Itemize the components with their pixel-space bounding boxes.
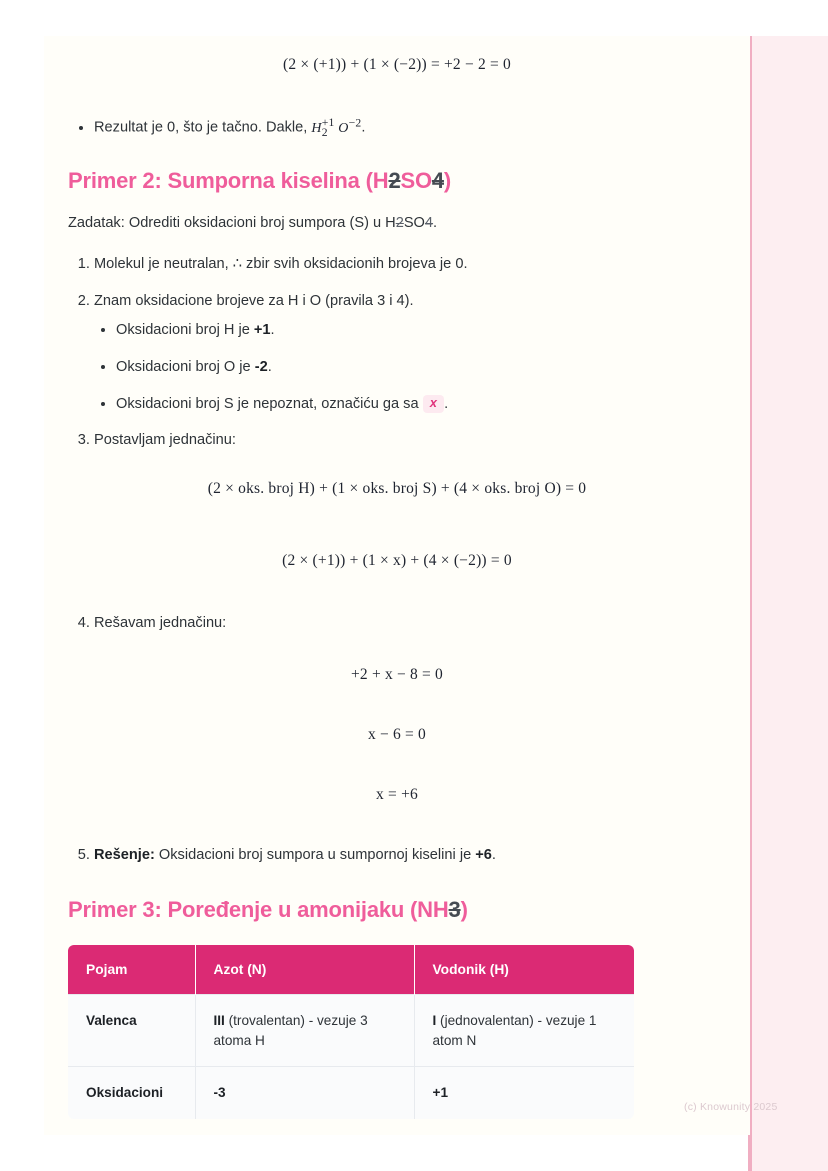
cell-valenca-azot xyxy=(195,994,414,1066)
sub-h-prefix: Oksidacioni broj H je xyxy=(116,322,254,339)
formula-h2o-oxidation xyxy=(311,116,362,139)
heading-sub-2: 2 xyxy=(388,168,401,194)
cell-valenca-vodonik-text: (jednovalentan) - vezuje 1 atom N xyxy=(432,1012,597,1048)
table-wrapper xyxy=(68,945,726,1119)
sub-s-prefix: Oksidacioni broj S je nepoznat, označiću ga sa xyxy=(116,395,423,412)
steps-list-primer-2-cont xyxy=(68,612,726,635)
row-key-valenca: Valenca xyxy=(68,994,195,1066)
sub-h-suffix: . xyxy=(270,322,275,339)
step-item-3 xyxy=(94,429,726,452)
task-prefix: Zadatak: Odrediti oksidacioni broj sumpora (S) u H xyxy=(68,215,396,232)
steps-list-primer-2-result xyxy=(68,844,726,867)
result-text: Oksidacioni broj sumpora u sumpornoj kiselini je xyxy=(154,847,476,864)
step-1-text: Molekul je neutralan, ∴ zbir svih oksidacionih brojeva je 0. xyxy=(94,256,468,273)
table-header-row xyxy=(68,945,634,995)
sub-o-prefix: Oksidacioni broj O je xyxy=(116,358,255,375)
heading-primer-2 xyxy=(68,168,726,194)
cell-oksidacioni-vodonik xyxy=(414,1067,634,1119)
equation-setup-symbolic: (2 × oks. broj H) + (1 × oks. broj S) + (4 × oks. broj O) = 0 xyxy=(207,479,587,497)
comparison-table xyxy=(68,945,634,1119)
heading-primer-3-suffix: ) xyxy=(460,896,468,922)
sub-item-o xyxy=(116,356,726,379)
formula-base-o: O xyxy=(338,120,349,136)
cell-valenca-vodonik xyxy=(414,994,634,1066)
row-key-oksidacioni: Oksidacioni xyxy=(68,1067,195,1119)
step-2-sublist xyxy=(94,319,726,415)
top-bullet-text: Rezultat je 0, što je tačno. Dakle, xyxy=(94,119,312,136)
column-header-pojam: Pojam xyxy=(68,945,195,995)
result-value: +6 xyxy=(475,847,492,864)
sub-item-s xyxy=(116,393,726,416)
table-row xyxy=(68,994,634,1066)
step-item-1 xyxy=(94,253,726,276)
step-2-text: Znam oksidacione brojeve za H i O (pravila 3 i 4). xyxy=(94,292,414,309)
top-bullet-suffix: . xyxy=(361,119,366,136)
document-content xyxy=(68,56,726,1119)
formula-base-h: H xyxy=(311,120,322,136)
formula-sup-minus2: −2 xyxy=(348,116,362,129)
equation-top: (2 × (+1)) + (1 × (−2)) = +2 − 2 = 0 xyxy=(283,56,511,73)
formula-sup-plus1: +1 xyxy=(321,116,335,129)
equation-setup-numeric: (2 × (+1)) + (1 × x) + (4 × (−2)) = 0 xyxy=(282,551,512,569)
task-line-primer-2 xyxy=(68,212,726,235)
sub-s-suffix: . xyxy=(444,395,449,412)
cell-oksidacioni-vodonik-bold: +1 xyxy=(432,1085,448,1101)
heading-primer-2-suffix: ) xyxy=(443,168,452,194)
equation-solve-1: +2 + x − 8 = 0 xyxy=(350,666,444,684)
sub-o-suffix: . xyxy=(267,358,272,375)
step-item-4 xyxy=(94,612,726,635)
task-sub-4: 4 xyxy=(424,215,434,232)
step-3-text: Postavljam jednačinu: xyxy=(94,432,236,449)
document-card xyxy=(44,36,750,1135)
heading-sub-3: 3 xyxy=(448,896,461,922)
cell-valenca-azot-bold: III xyxy=(213,1012,225,1028)
sub-o-value: -2 xyxy=(254,358,268,375)
right-side-panel xyxy=(748,36,828,1171)
heading-primer-3 xyxy=(68,897,726,923)
column-header-vodonik: Vodonik (H) xyxy=(414,945,634,995)
heading-primer-2-prefix: Primer 2: Sumporna kiselina (H xyxy=(68,168,389,194)
table-row xyxy=(68,1067,634,1119)
watermark-copyright: (c) Knowunity 2025 xyxy=(684,1101,778,1113)
result-label: Rešenje: xyxy=(94,847,155,864)
steps-list-primer-2 xyxy=(68,253,726,452)
result-suffix: . xyxy=(491,847,496,864)
heading-sub-4: 4 xyxy=(431,168,444,194)
cell-oksidacioni-azot-bold: -3 xyxy=(213,1085,226,1101)
step-4-text: Rešavam jednačinu: xyxy=(94,614,227,631)
list-item xyxy=(94,116,726,138)
column-header-azot: Azot (N) xyxy=(195,945,414,995)
sub-h-value: +1 xyxy=(253,322,271,339)
step-item-5 xyxy=(94,844,726,867)
sub-item-h xyxy=(116,319,726,342)
cell-valenca-azot-text: (trovalentan) - vezuje 3 atoma H xyxy=(213,1012,368,1048)
task-sub-2: 2 xyxy=(395,215,404,232)
formula-sub-2: 2 xyxy=(321,125,328,139)
heading-primer-3-prefix: Primer 3: Poređenje u amonijaku (NH xyxy=(68,896,449,922)
heading-primer-2-mid: SO xyxy=(400,168,432,194)
cell-valenca-vodonik-bold: I xyxy=(432,1012,437,1028)
task-suffix: . xyxy=(433,215,438,232)
step-item-2 xyxy=(94,290,726,415)
task-mid: SO xyxy=(403,215,425,232)
equation-solve-2: x − 6 = 0 xyxy=(367,726,427,744)
cell-oksidacioni-azot xyxy=(195,1067,414,1119)
inline-code-x[interactable]: x xyxy=(423,395,445,413)
equation-solve-3: x = +6 xyxy=(376,786,418,804)
top-bullet-list xyxy=(68,116,726,138)
